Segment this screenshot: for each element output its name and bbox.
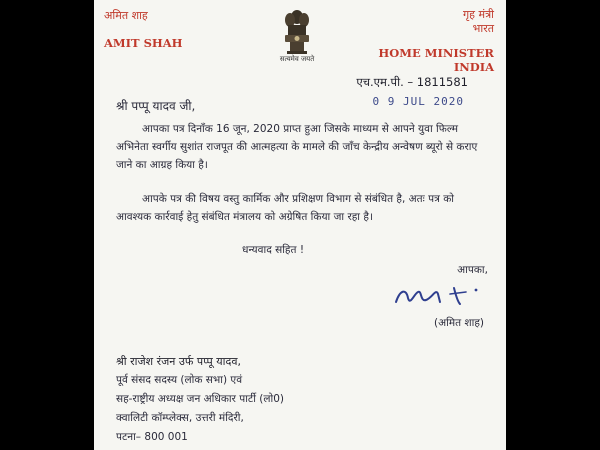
country-english: INDIA bbox=[453, 60, 494, 74]
letterhead-right bbox=[364, 8, 494, 74]
date-stamp: 0 9 JUL 2020 bbox=[372, 95, 464, 108]
name-english: AMIT SHAH bbox=[104, 36, 183, 50]
thanks-line: धन्यवाद सहित ! bbox=[242, 244, 305, 256]
recipient-address bbox=[116, 352, 456, 447]
body-paragraph-1: आपका पत्र दिनाँक 16 जून, 2020 प्राप्त हुआ जिसके माध्यम से आपने युवा फिल्म अभिनेता स्वर्गीय सुशांत राजपूत की आत्महत्या के मामले की जाँच केन्द्रीय अन्वेषण ब्यूरो से कराए जाने का आग्रह किया है। bbox=[116, 123, 478, 171]
address-line-3: सह-राष्ट्रीय अध्यक्ष जन अधिकार पार्टी (लो0) bbox=[116, 393, 284, 405]
ashoka-emblem bbox=[277, 8, 317, 68]
address-line-4: क्वालिटी कॉम्प्लेक्स, उत्तरी मंदिरी, bbox=[116, 412, 244, 424]
signer-name: (अमित शाह) bbox=[434, 317, 484, 329]
designation-hindi: गृह मंत्री bbox=[462, 8, 494, 21]
ashoka-emblem-icon bbox=[282, 8, 312, 54]
country-hindi: भारत bbox=[472, 22, 494, 35]
letter-page bbox=[94, 0, 506, 450]
body-paragraph-2: आपके पत्र की विषय वस्तु कार्मिक और प्रशिक्षण विभाग से संबंधित है, अतः पत्र को आवश्यक कार्रवाई हेतु संबंधित मंत्रालय को अग्रेषित किया जा रहा है। bbox=[116, 193, 454, 223]
letterhead-left bbox=[104, 8, 234, 50]
address-line-5: पटना– 800 001 bbox=[116, 431, 188, 443]
address-line-1: श्री राजेश रंजन उर्फ पप्पू यादव, bbox=[116, 355, 241, 368]
closing-yours: आपका, bbox=[457, 264, 488, 276]
emblem-motto: सत्यमेव जयते bbox=[279, 55, 315, 63]
name-hindi: अमित शाह bbox=[104, 9, 148, 22]
salutation: श्री पप्पू यादव जी, bbox=[116, 99, 196, 113]
designation-english: HOME MINISTER bbox=[378, 46, 494, 60]
signature-icon bbox=[392, 280, 482, 310]
reference-number: एच.एम.पी. – 1811581 bbox=[356, 75, 468, 89]
address-line-2: पूर्व संसद सदस्य (लोक सभा) एवं bbox=[116, 374, 243, 386]
